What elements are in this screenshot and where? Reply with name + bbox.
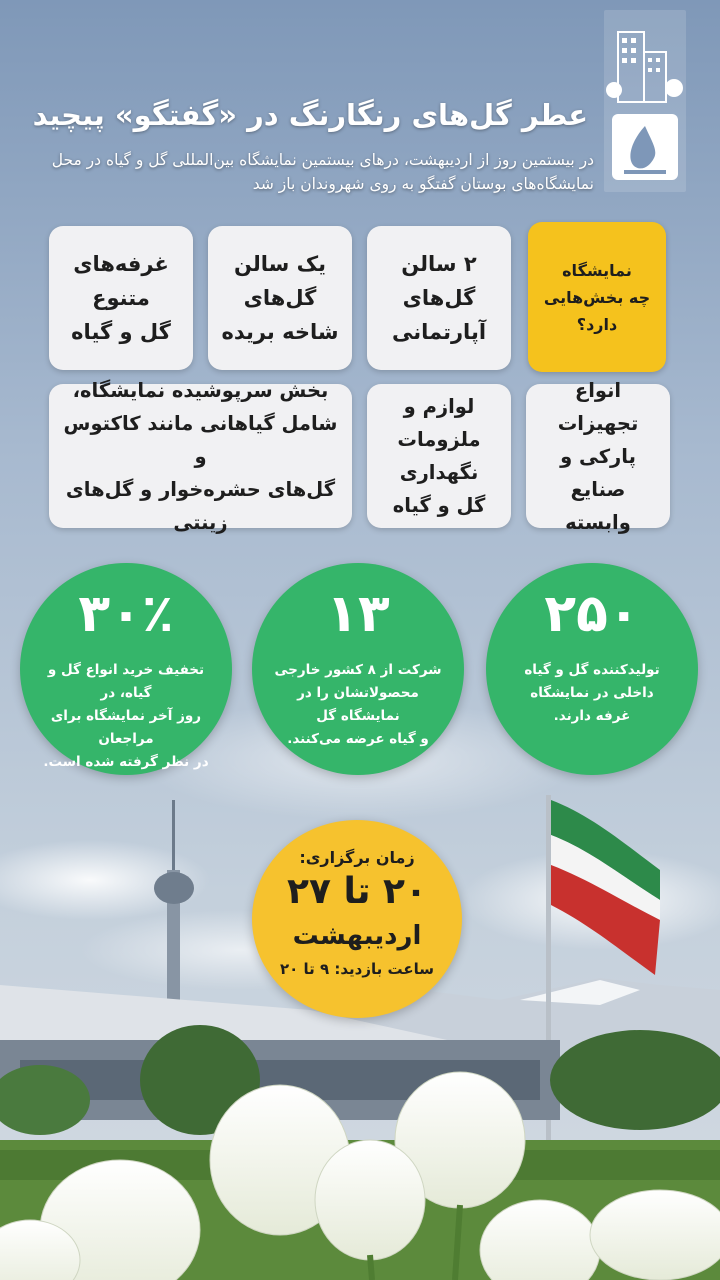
stat-circle-discount: [20, 563, 232, 775]
section-text: غرفه‌های متنوع گل و گیاه: [71, 252, 171, 344]
section-card-maintenance-supplies: [367, 384, 511, 528]
schedule-hours: ساعت بازدید: ۹ تا ۲۰: [279, 960, 435, 978]
section-card-cut-flowers: [208, 226, 352, 370]
section-text: بخش سرپوشیده نمایشگاه، شامل گیاهانی مانند کاکتوس و گل‌های حشره‌خوار و گل‌های زینتی: [63, 378, 338, 534]
section-card-booths: [49, 226, 193, 370]
schedule-month: اردیبهشت: [292, 921, 422, 951]
question-text: نمایشگاه چه بخش‌هایی دارد؟: [543, 260, 651, 334]
page-title: عطر گل‌های رنگارنگ در «گفتگو» پیچید: [32, 98, 588, 132]
hamshahri-logo-icon: [604, 10, 686, 192]
section-card-indoor-section: [49, 378, 352, 534]
stat-description: شرکت از ۸ کشور خارجی محصولاتشان را در نمایشگاه گل و گیاه عرضه می‌کنند.: [274, 662, 442, 747]
stat-description: تولیدکننده گل و گیاه داخلی در نمایشگاه غرفه دارند.: [524, 662, 660, 724]
section-card-apartment-flowers: [367, 226, 511, 370]
schedule-circle: [252, 820, 462, 1018]
question-card: [528, 222, 666, 372]
stat-description: تخفیف خرید انواع گل و گیاه، در روز آخر نمایشگاه برای مراجعان در نظر گرفته شده است.: [43, 662, 209, 770]
section-text: یک سالن گل‌های شاخه بریده: [221, 252, 339, 344]
stat-circle-foreign-companies: [252, 563, 464, 775]
schedule-label: زمان برگزاری:: [299, 848, 415, 867]
stat-value: ۲۵۰: [544, 584, 640, 644]
schedule-dates: ۲۰ تا ۲۷: [286, 871, 427, 912]
section-card-park-equipment: [526, 378, 670, 534]
section-text: لوازم و ملزومات نگهداری گل و گیاه: [392, 395, 486, 517]
section-text: ۲ سالن گل‌های آپارتمانی: [391, 252, 487, 344]
page-subtitle: در بیستمین روز از اردیبهشت، درهای بیستمین نمایشگاه بین‌المللی گل و گیاه در محل نمایشگاه‌های بوستان گفتگو به روی شهروندان باز شد: [51, 151, 594, 193]
stat-circle-producers: [486, 563, 698, 775]
section-text: انواع تجهیزات پارکی و صنایع وابسته: [557, 378, 639, 534]
stat-value: ۳۰٪: [78, 584, 174, 644]
stat-value: ۱۳: [326, 584, 390, 644]
